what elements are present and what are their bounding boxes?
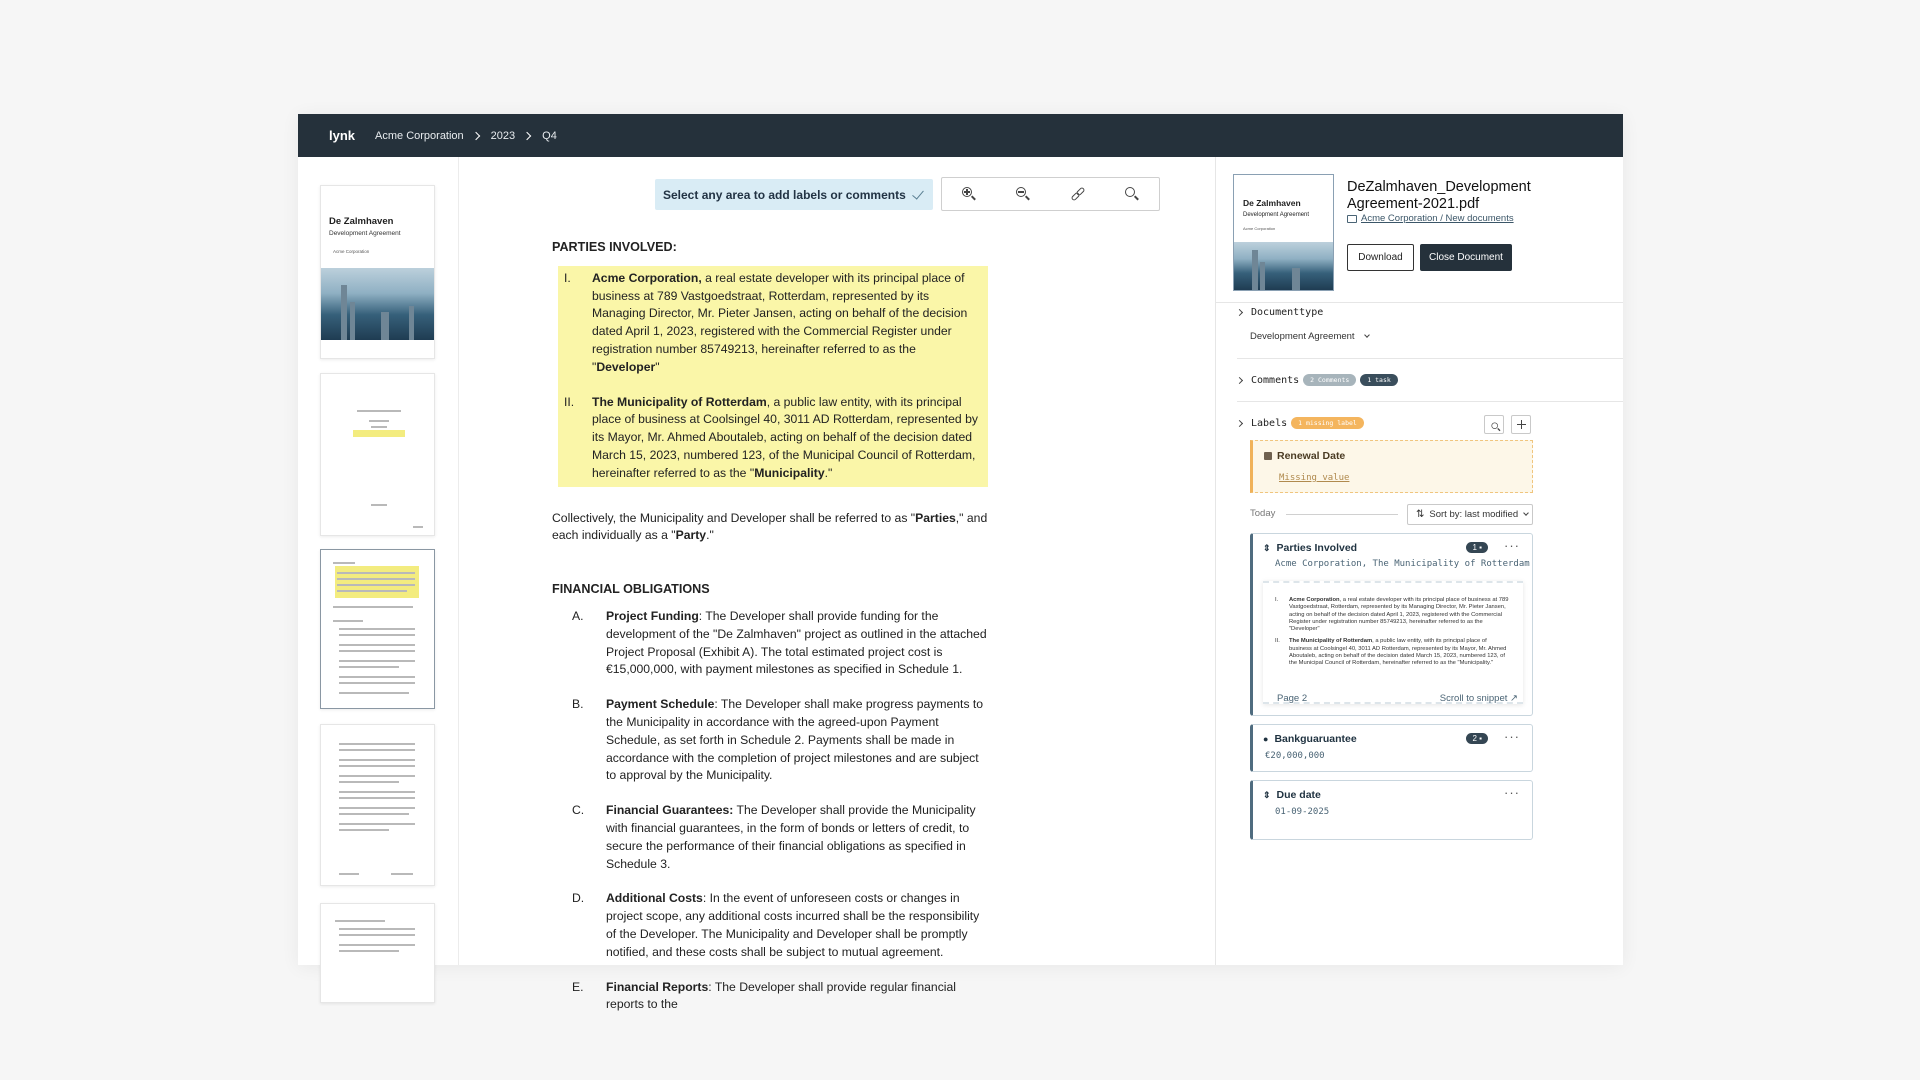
selection-hint <box>655 179 933 210</box>
collective-term: Parties <box>915 510 956 525</box>
breadcrumb-item-company[interactable]: Acme Corporation <box>375 129 464 142</box>
label-card-parties-involved[interactable] <box>1250 533 1533 716</box>
renewal-date-label-card[interactable] <box>1250 440 1533 493</box>
timeline-line <box>1286 514 1398 515</box>
thumb-subtitle: Development Agreement <box>1243 212 1310 218</box>
thumb-title: De Zalmhaven <box>329 216 394 227</box>
download-button[interactable]: Download <box>1347 244 1414 271</box>
comments-count-badge: 2 Comments <box>1303 374 1356 386</box>
card-value: 01-09-2025 <box>1275 807 1330 817</box>
chevron-down-icon <box>1523 510 1529 516</box>
party-paragraph <box>558 270 980 377</box>
card-title: Parties Involved <box>1276 542 1358 554</box>
page-thumbnail-4[interactable] <box>320 724 435 886</box>
city-image <box>321 268 434 340</box>
obligation-item <box>572 696 992 785</box>
party-text: , a public law entity, with its principal place of business at Coolsingel 40, 3011 AD Rotterdam, represented by its Mayor, Mr. Ahmed Aboutaleb, acting on behalf of the decision dated March 15, 2023, numbered 123, of the Municipal Council of Rotterdam, hereinafter referred to as the " <box>592 394 978 480</box>
comment-count-badge: 1 ▪ <box>1466 542 1488 553</box>
file-name: DeZalmhaven_Development Agreement-2021.pdf <box>1347 179 1531 212</box>
snippet-number: II. <box>1275 638 1280 645</box>
expand-icon: ⇕ <box>1263 543 1271 553</box>
obligation-title: Financial Reports <box>606 979 709 994</box>
breadcrumb-item-quarter[interactable]: Q4 <box>542 129 557 142</box>
check-icon <box>912 187 924 199</box>
obligation-number: B. <box>572 697 584 712</box>
thumb-company: Acme Corporation <box>333 249 370 254</box>
page-thumbnail-3[interactable] <box>320 549 435 709</box>
party-end: " <box>655 359 660 374</box>
task-count-badge: 1 task <box>1360 374 1397 386</box>
breadcrumb-item-year[interactable]: 2023 <box>490 129 516 142</box>
snippet-name: Acme Corporation <box>1289 597 1340 603</box>
card-value: €20,000,000 <box>1265 751 1325 761</box>
party-number: I. <box>564 270 571 285</box>
obligation-title: Additional Costs <box>606 891 703 906</box>
chevron-right-icon <box>523 131 531 139</box>
obligation-number: C. <box>572 803 585 818</box>
thumb-subtitle: Development Agreement <box>329 230 401 237</box>
sort-icon: ⇅ <box>1416 509 1425 520</box>
thumb-title: De Zalmhaven <box>1243 198 1301 208</box>
card-title: Bankguaruantee <box>1274 733 1357 745</box>
viewer-toolbar <box>941 177 1160 211</box>
search-icon[interactable] <box>1124 186 1140 202</box>
more-options-icon[interactable]: ··· <box>1504 538 1520 553</box>
obligation-text: : The Developer shall provide funding for the development of the "De Zalmhaven" project as outlined in the attached Project Proposal (Exhibit A). The total estimated project cost is €15,000,000, with payment milestones as specified in Schedule 1. <box>606 608 987 677</box>
zoom-in-icon[interactable] <box>961 186 977 202</box>
page-thumbnails <box>298 157 459 965</box>
highlighted-selection[interactable] <box>558 266 988 487</box>
party-paragraph <box>558 394 980 483</box>
page-thumbnail-1[interactable] <box>320 185 435 359</box>
scroll-to-snippet-link[interactable] <box>1440 693 1518 704</box>
snippet-text: , a real estate developer with its principal place of business at 789 Vastgoedstraat, Rotterdam, represented by its Managing Director, Mr. Pieter Jansen, acting on behalf of the decision dated April 1, 2023, registered with the Commercial Register under registration number 85749213, hereinafter referred to as the "Developer" <box>1289 597 1509 633</box>
obligation-title: Payment Schedule <box>606 697 715 712</box>
obligation-item <box>572 608 992 679</box>
party-term: Developer <box>596 359 656 374</box>
chevron-right-icon <box>1236 376 1243 383</box>
obligation-text: : The Developer shall make progress payments to the Municipality in accordance with the agreed-upon Payment Schedule, as set forth in Schedule 2. Payments shall be made in accordance with the completion of project milestones and are subject to approval by the Municipality. <box>606 697 984 783</box>
collective-term: Party <box>675 528 707 543</box>
app-window <box>298 114 1623 1012</box>
obligation-title: Financial Guarantees: <box>606 803 734 818</box>
selection-hint-text: Select any area to add labels or comments <box>663 187 906 202</box>
renewal-date-title: Renewal Date <box>1277 450 1346 462</box>
party-text: a real estate developer with its principal place of business at 789 Vastgoedstraat, Rotterdam, represented by its Managing Director, Mr. Pieter Jansen, acting on behalf of the decision dated April 1, 2023, registered with the Commercial Register under registration number 85749213, hereinafter referred to as the " <box>592 270 968 374</box>
document-info-panel <box>1215 157 1623 965</box>
party-term: Municipality <box>754 465 825 480</box>
document-cover-thumbnail <box>1233 174 1334 291</box>
comment-count-badge: 2 ▪ <box>1466 733 1488 744</box>
sort-label: Sort by: last modified <box>1429 509 1519 520</box>
documenttype-value: Development Agreement <box>1250 331 1355 342</box>
party-name: Acme Corporation, <box>592 270 702 285</box>
arrow-up-right-icon: ↗ <box>1510 693 1518 704</box>
collective-paragraph <box>552 510 992 546</box>
zoom-out-icon[interactable] <box>1015 186 1031 202</box>
labels-label: Labels <box>1251 417 1288 429</box>
card-value: Acme Corporation, The Municipality of Rotterdam <box>1275 559 1530 569</box>
obligation-text: The Developer shall provide the Municipality with financial guarantees, in the form of bonds or letters of credit, to secure the performance of their financial obligations as specified in Schedule 3. <box>606 803 976 871</box>
document-page <box>552 239 992 1031</box>
documenttype-select[interactable] <box>1250 331 1369 342</box>
missing-value-link[interactable]: Missing value <box>1279 473 1350 483</box>
collective-text: ," and each individually as a " <box>552 510 988 543</box>
label-card-due-date[interactable] <box>1250 780 1533 840</box>
badge-count: 2 <box>1472 734 1477 743</box>
section-title-parties: PARTIES INVOLVED: <box>552 240 677 254</box>
close-document-button[interactable]: Close Document <box>1420 244 1512 271</box>
snippet-preview[interactable] <box>1263 581 1523 704</box>
obligation-item <box>572 890 992 961</box>
snippet-text: , a public law entity, with its principal place of business at Coolsingel 40, 3011 AD Rotterdam, represented by its Mayor, Mr. Ahmed Aboutaleb, acting on behalf of the decision dated March 15, 2023, numbered 123, of the Municipal Council of Rotterdam, hereinafter referred to as the "Municipality." <box>1289 638 1507 667</box>
obligation-item <box>572 979 992 1015</box>
search-icon <box>1491 422 1501 432</box>
sort-dropdown[interactable] <box>1407 504 1533 525</box>
snippet-name: The Municipality of Rotterdam <box>1289 638 1373 645</box>
collective-text: Collectively, the Municipality and Developer shall be referred to as " <box>552 510 916 525</box>
city-image <box>1234 242 1333 290</box>
more-options-icon[interactable]: ··· <box>1504 785 1520 800</box>
euro-icon: ● <box>1263 734 1269 744</box>
search-labels-button[interactable] <box>1484 415 1504 434</box>
chevron-right-icon <box>1236 419 1243 426</box>
document-viewer[interactable] <box>459 157 1215 1012</box>
obligation-number: A. <box>572 608 584 623</box>
documenttype-label: Documenttype <box>1251 307 1324 318</box>
divider <box>1216 302 1623 303</box>
documenttype-header[interactable] <box>1237 307 1323 318</box>
chevron-right-icon <box>1236 309 1243 316</box>
timeline-today: Today <box>1250 508 1276 519</box>
party-number: II. <box>564 394 575 409</box>
link-icon[interactable] <box>1070 186 1086 202</box>
file-path-link[interactable] <box>1347 213 1514 224</box>
expand-icon: ⇕ <box>1263 790 1271 800</box>
comments-header[interactable] <box>1237 374 1398 386</box>
section-title-financial: FINANCIAL OBLIGATIONS <box>552 582 710 597</box>
calendar-icon <box>1264 452 1272 460</box>
thumb-company: Acme Corporation <box>1243 226 1276 231</box>
comments-label: Comments <box>1251 374 1300 386</box>
card-title: Due date <box>1276 789 1321 801</box>
missing-label-badge: 1 missing label <box>1291 417 1364 429</box>
folder-icon <box>1347 215 1357 223</box>
more-options-icon[interactable]: ··· <box>1504 729 1520 744</box>
party-name: The Municipality of Rotterdam <box>592 394 767 409</box>
chevron-right-icon <box>471 131 479 139</box>
obligation-title: Project Funding <box>606 608 699 623</box>
obligation-item <box>572 802 992 873</box>
app-logo[interactable]: lynk <box>329 128 356 143</box>
labels-header[interactable] <box>1237 417 1364 429</box>
obligation-text: : The Developer shall provide regular financial reports to the <box>606 979 956 1012</box>
label-card-bankguaruantee[interactable] <box>1250 724 1533 772</box>
obligation-number: E. <box>572 979 584 994</box>
snippet-number: I. <box>1275 597 1279 603</box>
add-label-button[interactable] <box>1511 415 1531 434</box>
badge-count: 1 <box>1472 543 1477 552</box>
divider <box>1237 358 1623 359</box>
party-end: ." <box>824 465 833 480</box>
obligation-text: : In the event of unforeseen costs or changes in project scope, any additional costs incurred shall be the responsibility of the Developer. The Municipality and Developer shall be promptly notified, and these costs shall be subject to mutual agreement. <box>606 891 980 959</box>
obligation-number: D. <box>572 891 585 906</box>
obligations-list <box>572 608 992 1014</box>
collective-text: ." <box>706 528 714 543</box>
divider <box>1237 401 1623 402</box>
scroll-to-snippet-text: Scroll to snippet <box>1439 693 1508 704</box>
page-thumbnail-2[interactable] <box>320 373 435 536</box>
page-thumbnail-5[interactable] <box>320 903 435 1003</box>
snippet-page: Page 2 <box>1277 693 1308 704</box>
chevron-down-icon <box>1364 332 1370 338</box>
top-bar <box>298 114 1623 157</box>
file-path-text: Acme Corporation / New documents <box>1361 213 1514 224</box>
